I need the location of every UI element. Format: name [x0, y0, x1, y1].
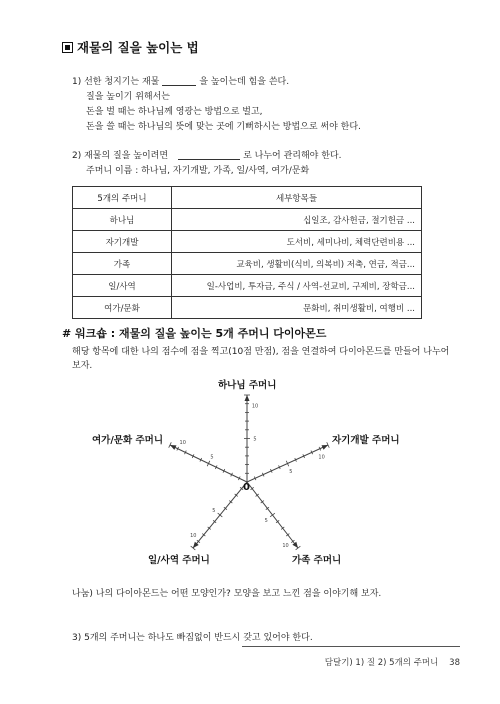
- section-title: 재물의 질을 높이는 법: [62, 38, 199, 56]
- workshop-desc-1: 해당 항목에 대한 나의 점수에 점을 찍고(10점 만점), 점을 연결하여 다이아몬드를 만들어 나누어: [72, 347, 450, 357]
- item1-line2: 질을 높이기 위해서는: [86, 92, 170, 102]
- tick-label-10: 10: [179, 440, 186, 447]
- tick-label-10: 10: [251, 403, 259, 410]
- table-cell: 교육비, 생활비(식비, 의복비) 저축, 연금, 적금...: [172, 253, 422, 275]
- footer-text: 담달기) 1) 질 2) 5개의 주머니: [324, 658, 439, 668]
- axis-label-leisure: 여가/문화 주머니: [92, 435, 164, 446]
- item1-line1: 1) 선한 청지기는 재물 을 높이는데 힘을 쓴다.: [72, 77, 290, 87]
- table-cell: 문화비, 취미생활비, 여행비 ...: [172, 297, 422, 319]
- axis-label-work: 일/사역 주머니: [148, 555, 210, 566]
- workshop-title: # 워크숍 : 재물의 질을 높이는 5개 주머니 다이아몬드: [62, 327, 327, 340]
- table-header: 5개의 주머니: [73, 187, 172, 209]
- tick-label-10: 10: [282, 542, 289, 549]
- axis-label-selfdev: 자기개발 주머니: [332, 435, 400, 446]
- item3-text: 3) 5개의 주머니는 하나도 빠짐없이 반드시 갖고 있어야 한다.: [72, 633, 313, 643]
- arrow-head-icon: [245, 395, 250, 401]
- table-cell: 가족: [73, 253, 172, 275]
- item2-line1: 2) 재물의 질을 높이려면 로 나누어 관리해야 한다.: [72, 151, 342, 161]
- table-cell: 일-사업비, 투자금, 주식 / 사역-선교비, 구제비, 장학금...: [172, 275, 422, 297]
- tick-label-10: 10: [190, 533, 197, 540]
- sharing-question: 나눔) 나의 다이아몬드는 어떤 모양인가? 모양을 보고 느낀 점을 이야기해 보자.: [72, 589, 382, 599]
- table-cell: 일/사역: [73, 275, 172, 297]
- tick-label-5: 5: [210, 454, 214, 461]
- table-cell: 십일조, 감사헌금, 절기헌금 ...: [172, 209, 422, 231]
- table-cell: 자기개발: [73, 231, 172, 253]
- tick-label-5: 5: [253, 436, 257, 443]
- footer-divider: [242, 646, 460, 647]
- table-header: 세부항목들: [172, 187, 422, 209]
- page-number: 38: [449, 658, 460, 668]
- tick-label-10: 10: [318, 454, 325, 461]
- tick-label-5: 5: [289, 468, 293, 475]
- workshop-desc-2: 보자.: [72, 361, 93, 371]
- center-zero-label: 0: [243, 482, 250, 493]
- footer: [325, 656, 460, 668]
- tick-label-5: 5: [264, 517, 268, 524]
- tick-label-5: 5: [212, 507, 216, 514]
- table-cell: 도서비, 세미나비, 체력단련비용 ...: [172, 231, 422, 253]
- axis-label-family: 가족 주머니: [292, 555, 342, 566]
- item1-line4: 돈을 쓸 때는 하나님의 뜻에 맞는 곳에 기뻐하시는 방법으로 써야 한다.: [86, 122, 361, 132]
- item1-line3: 돈을 벌 때는 하나님께 영광는 방법으로 벌고,: [86, 107, 263, 117]
- axis-label-god: 하나님 주머니: [218, 380, 277, 391]
- arrow-head-icon: [292, 542, 298, 548]
- table-cell: 여가/문화: [73, 297, 172, 319]
- item2-line2: 주머니 이름 : 하나님, 자기개발, 가족, 일/사역, 여가/문화: [86, 166, 310, 176]
- table-cell: 하나님: [73, 209, 172, 231]
- radar-axes: [169, 395, 330, 550]
- axis-tick: [270, 513, 275, 517]
